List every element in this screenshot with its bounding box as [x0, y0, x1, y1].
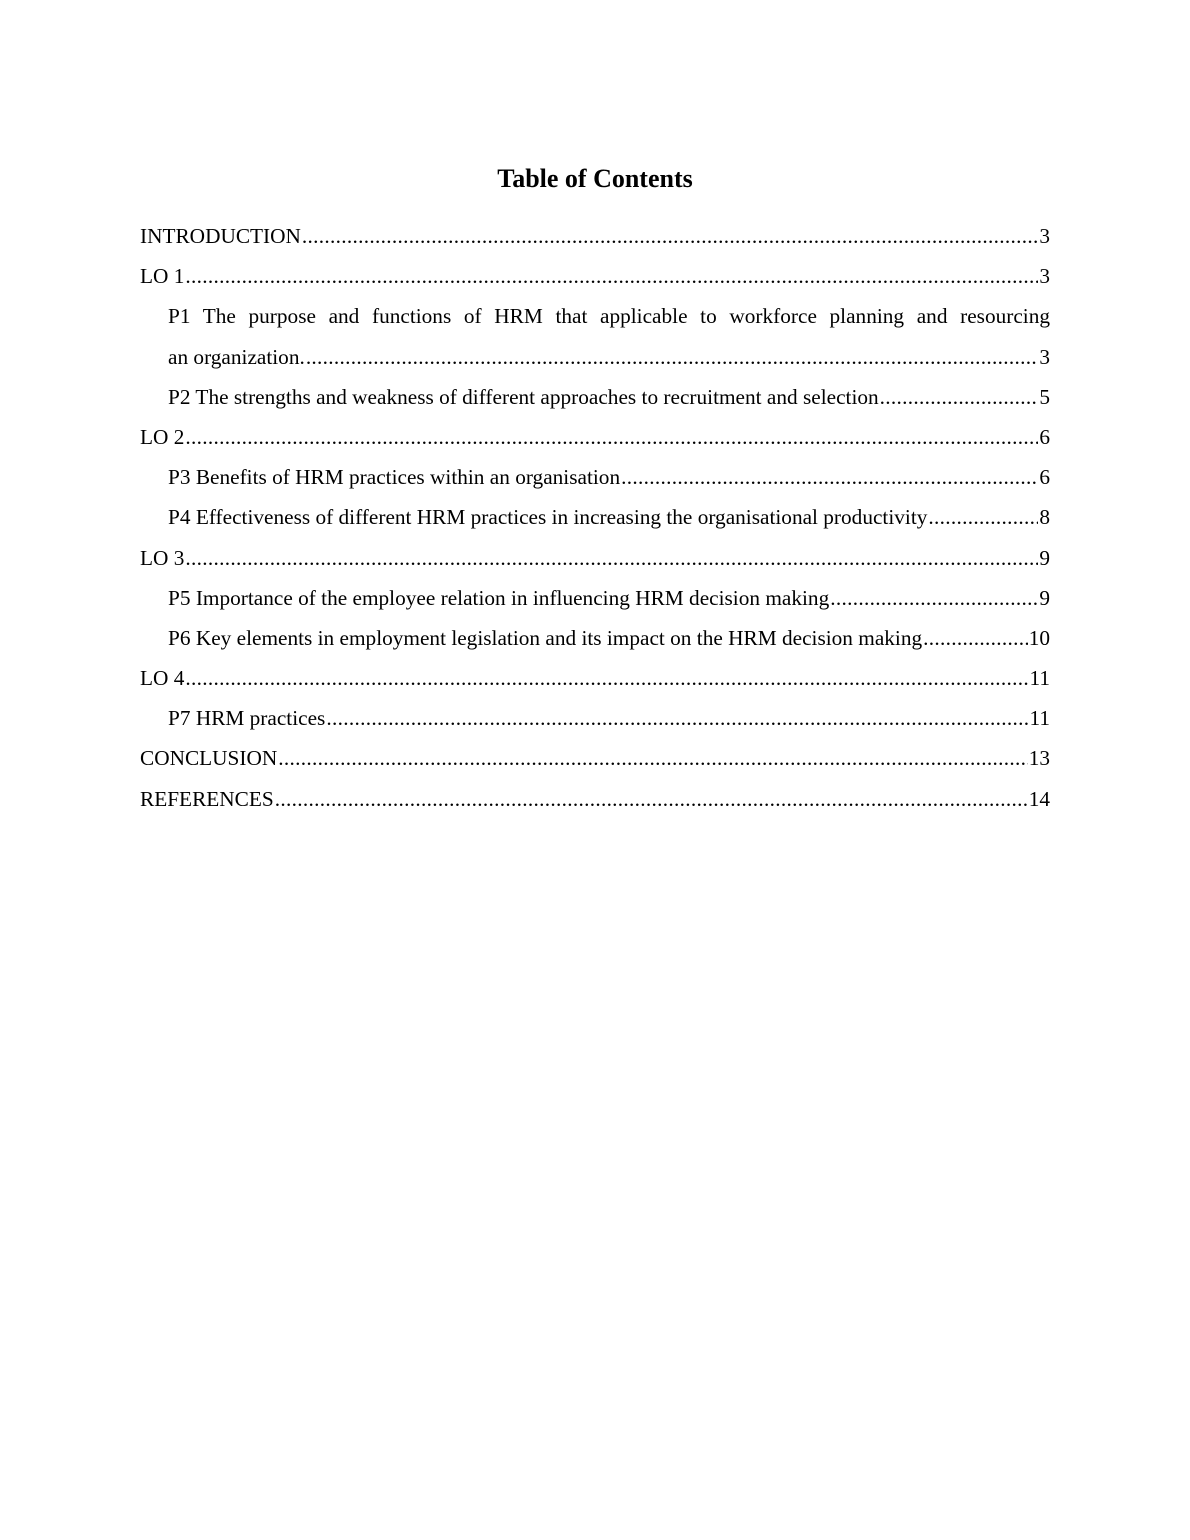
toc-entry-label-line1: P1 The purpose and functions of HRM that applicable to workforce planning and resourcing: [168, 304, 1050, 329]
toc-entry-lo4[interactable]: [140, 660, 1050, 700]
dot-leader: [928, 499, 1038, 535]
toc-page-number: 5: [1039, 384, 1050, 409]
toc-entry-label: P3 Benefits of HRM practices within an organisation: [168, 465, 621, 490]
dot-leader: [278, 740, 1027, 776]
dot-leader: [185, 258, 1038, 294]
toc-page-number: 14: [1028, 786, 1050, 811]
dot-leader: [830, 580, 1038, 616]
page-title: Table of Contents: [497, 164, 693, 193]
toc-entry-p7[interactable]: [140, 700, 1050, 740]
toc-entry-p6[interactable]: [140, 620, 1050, 660]
toc-entry-label: CONCLUSION: [140, 746, 278, 771]
toc-entry-p5[interactable]: [140, 580, 1050, 620]
toc-page-number: 8: [1039, 505, 1050, 530]
toc-entry-label: P5 Importance of the employee relation in influencing HRM decision making: [168, 585, 830, 610]
toc-page-number: 13: [1028, 746, 1050, 771]
dot-leader: [275, 781, 1028, 817]
toc-page-number: 3: [1039, 344, 1050, 369]
toc-entry-label: P7 HRM practices: [168, 706, 326, 731]
toc-entry-p1[interactable]: [140, 298, 1050, 378]
toc-page-number: 6: [1039, 465, 1050, 490]
table-of-contents: [140, 218, 1050, 821]
dot-leader: [326, 700, 1028, 736]
toc-entry-lo1[interactable]: [140, 258, 1050, 298]
dot-leader: [302, 218, 1038, 254]
toc-entry-p2[interactable]: [140, 379, 1050, 419]
toc-entry-label: INTRODUCTION: [140, 224, 301, 248]
toc-entry-lo3[interactable]: [140, 540, 1050, 580]
toc-entry-label: LO 3: [140, 545, 185, 570]
toc-entry-introduction[interactable]: [140, 218, 1050, 258]
toc-page-number: 9: [1039, 585, 1050, 610]
toc-page-number: 3: [1039, 224, 1050, 248]
toc-page-number: 11: [1029, 666, 1050, 691]
toc-page-number: 6: [1039, 424, 1050, 449]
toc-entry-references[interactable]: [140, 781, 1050, 821]
toc-page-number: 9: [1039, 545, 1050, 570]
toc-entry-line2: [168, 339, 1050, 379]
dot-leader: [621, 459, 1038, 495]
toc-entry-p4[interactable]: [140, 499, 1050, 539]
toc-entry-p3[interactable]: [140, 459, 1050, 499]
toc-entry-label: LO 2: [140, 424, 185, 449]
toc-entry-label: P6 Key elements in employment legislation and its impact on the HRM decision making: [168, 625, 923, 650]
dot-leader: [185, 540, 1038, 576]
toc-entry-conclusion[interactable]: [140, 740, 1050, 780]
toc-entry-label: REFERENCES: [140, 786, 274, 811]
dot-leader: [185, 660, 1028, 696]
toc-entry-label: LO 1: [140, 264, 185, 289]
toc-entry-label: P2 The strengths and weakness of different approaches to recruitment and selection: [168, 384, 879, 409]
toc-entry-label: LO 4: [140, 666, 185, 691]
toc-page-number: 10: [1028, 625, 1050, 650]
toc-entry-label-line2: an organization.: [168, 344, 305, 369]
toc-page-number: 11: [1029, 706, 1050, 731]
dot-leader: [923, 620, 1028, 656]
toc-entry-label: P4 Effectiveness of different HRM practices in increasing the organisational productivity: [168, 505, 928, 530]
dot-leader: [306, 339, 1039, 375]
dot-leader: [185, 419, 1038, 455]
toc-entry-lo2[interactable]: [140, 419, 1050, 459]
toc-page-number: 3: [1039, 264, 1050, 289]
dot-leader: [880, 379, 1039, 415]
